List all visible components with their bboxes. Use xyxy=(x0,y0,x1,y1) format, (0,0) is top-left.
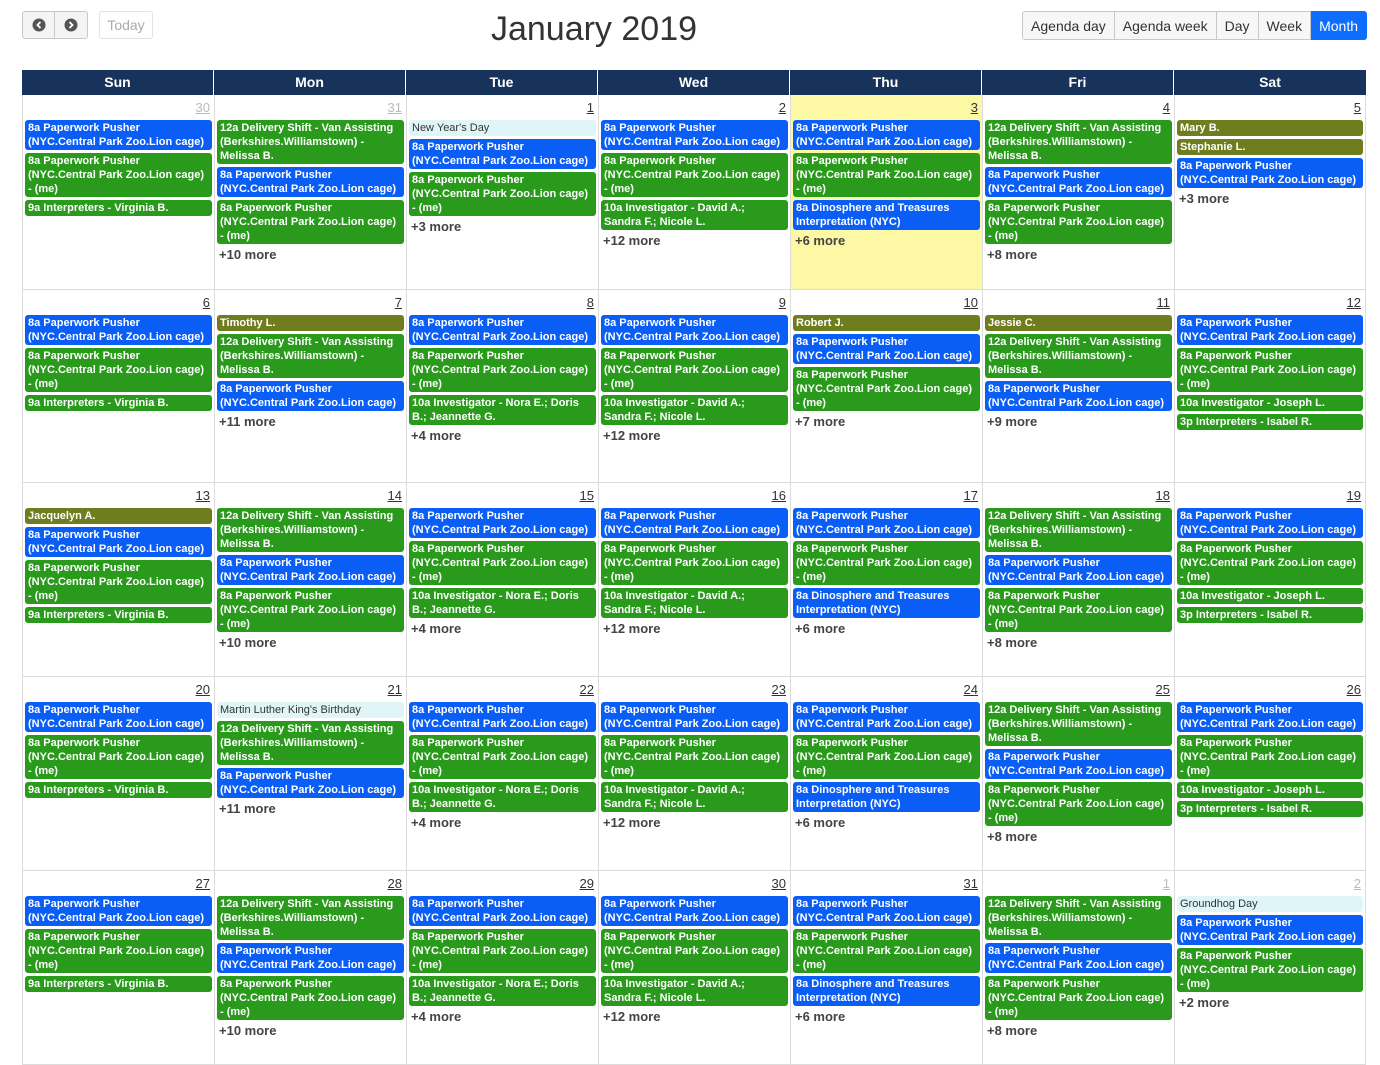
calendar-event[interactable]: 9a Interpreters - Virginia B. xyxy=(25,976,212,992)
weekday-header xyxy=(22,70,1366,95)
view-button-day[interactable]: Day xyxy=(1217,11,1259,40)
more-events-link[interactable]: +6 more xyxy=(795,233,846,248)
calendar-event[interactable]: 8a Paperwork Pusher (NYC.Central Park Zoo.Lion cage) xyxy=(1177,315,1363,345)
day-number-link[interactable]: 11 xyxy=(1156,295,1170,310)
day-number-link[interactable]: 22 xyxy=(579,682,594,697)
calendar-event[interactable]: 8a Paperwork Pusher (NYC.Central Park Zoo.Lion cage) xyxy=(793,334,980,364)
day-cell[interactable] xyxy=(790,290,982,482)
view-switcher xyxy=(1022,11,1367,40)
more-events-link[interactable]: +8 more xyxy=(987,247,1038,262)
more-events-link[interactable]: +4 more xyxy=(411,428,462,443)
month-grid xyxy=(22,70,1366,1065)
calendar-event[interactable]: 8a Paperwork Pusher (NYC.Central Park Zoo.Lion cage) - (me) xyxy=(793,367,980,411)
calendar-event[interactable]: 8a Paperwork Pusher (NYC.Central Park Zoo.Lion cage) - (me) xyxy=(793,929,980,973)
day-cell[interactable] xyxy=(790,677,982,870)
calendar-event[interactable]: 8a Paperwork Pusher (NYC.Central Park Zoo.Lion cage) xyxy=(793,508,980,538)
calendar-event[interactable]: 8a Paperwork Pusher (NYC.Central Park Zoo.Lion cage) - (me) xyxy=(25,560,212,604)
calendar-event[interactable]: 8a Paperwork Pusher (NYC.Central Park Zoo.Lion cage) xyxy=(409,139,596,169)
day-cell[interactable] xyxy=(598,677,790,870)
calendar-event[interactable]: 8a Paperwork Pusher (NYC.Central Park Zoo.Lion cage) - (me) xyxy=(1177,348,1363,392)
calendar-event[interactable]: 8a Paperwork Pusher (NYC.Central Park Zoo.Lion cage) xyxy=(217,943,404,973)
calendar-title: January 2019 xyxy=(490,10,698,48)
calendar-event[interactable]: 8a Paperwork Pusher (NYC.Central Park Zoo.Lion cage) xyxy=(985,167,1172,197)
more-events-link[interactable]: +8 more xyxy=(987,1023,1038,1038)
calendar-event[interactable]: 8a Dinosphere and Treasures Interpretation (NYC) xyxy=(793,588,980,618)
calendar-event[interactable]: 8a Paperwork Pusher (NYC.Central Park Zoo.Lion cage) - (me) xyxy=(409,172,596,216)
calendar-event[interactable]: 8a Paperwork Pusher (NYC.Central Park Zoo.Lion cage) xyxy=(985,555,1172,585)
day-number-link[interactable]: 9 xyxy=(778,295,786,310)
more-events-link[interactable]: +12 more xyxy=(603,815,661,830)
day-cell[interactable] xyxy=(982,871,1174,1064)
day-cell[interactable] xyxy=(982,290,1174,482)
calendar-event[interactable]: 8a Paperwork Pusher (NYC.Central Park Zoo.Lion cage) xyxy=(793,702,980,732)
more-events-link[interactable]: +2 more xyxy=(1179,995,1230,1010)
day-cell[interactable] xyxy=(982,483,1174,676)
calendar-event[interactable]: 8a Paperwork Pusher (NYC.Central Park Zoo.Lion cage) - (me) xyxy=(217,588,404,632)
calendar-event[interactable]: 8a Paperwork Pusher (NYC.Central Park Zoo.Lion cage) xyxy=(25,896,212,926)
weekday-thu: Thu xyxy=(790,70,982,95)
week-row xyxy=(22,483,1366,677)
more-events-link[interactable]: +6 more xyxy=(795,1009,846,1024)
day-cell[interactable] xyxy=(598,483,790,676)
day-cell[interactable] xyxy=(1174,290,1366,482)
day-number-link[interactable]: 17 xyxy=(963,488,978,503)
day-cell[interactable] xyxy=(214,95,406,289)
calendar-event[interactable]: 8a Paperwork Pusher (NYC.Central Park Zoo.Lion cage) - (me) xyxy=(793,541,980,585)
more-events-link[interactable]: +9 more xyxy=(987,414,1038,429)
calendar-event[interactable]: 8a Paperwork Pusher (NYC.Central Park Zoo.Lion cage) xyxy=(601,702,788,732)
calendar-event[interactable]: 8a Paperwork Pusher (NYC.Central Park Zoo.Lion cage) - (me) xyxy=(601,348,788,392)
more-events-link[interactable]: +12 more xyxy=(603,428,661,443)
day-number-link[interactable]: 31 xyxy=(963,876,978,891)
calendar-event[interactable]: 8a Paperwork Pusher (NYC.Central Park Zoo.Lion cage) xyxy=(601,315,788,345)
day-cell[interactable] xyxy=(598,95,790,289)
day-number-link[interactable]: 12 xyxy=(1346,295,1361,310)
calendar-event[interactable]: 8a Paperwork Pusher (NYC.Central Park Zoo.Lion cage) - (me) xyxy=(409,348,596,392)
weekday-fri: Fri xyxy=(982,70,1174,95)
holiday-event[interactable]: Martin Luther King's Birthday xyxy=(217,702,404,718)
holiday-event[interactable]: Groundhog Day xyxy=(1177,896,1363,912)
day-cell[interactable] xyxy=(1174,677,1366,870)
calendar-event[interactable]: 8a Paperwork Pusher (NYC.Central Park Zoo.Lion cage) xyxy=(793,120,980,150)
day-number-link[interactable]: 16 xyxy=(771,488,786,503)
calendar-event[interactable]: 8a Paperwork Pusher (NYC.Central Park Zoo.Lion cage) xyxy=(25,527,212,557)
view-button-month[interactable]: Month xyxy=(1311,11,1367,40)
calendar-event[interactable]: 8a Paperwork Pusher (NYC.Central Park Zoo.Lion cage) - (me) xyxy=(25,348,212,392)
view-button-agenda-week[interactable]: Agenda week xyxy=(1115,11,1217,40)
calendar-event[interactable]: 8a Paperwork Pusher (NYC.Central Park Zoo.Lion cage) - (me) xyxy=(985,782,1172,826)
day-cell[interactable] xyxy=(22,483,214,676)
calendar-event[interactable]: 8a Paperwork Pusher (NYC.Central Park Zoo.Lion cage) xyxy=(409,896,596,926)
day-number-link[interactable]: 19 xyxy=(1346,488,1361,503)
day-cell[interactable] xyxy=(214,677,406,870)
day-cell[interactable] xyxy=(1174,95,1366,289)
weekday-tue: Tue xyxy=(406,70,598,95)
day-number-link[interactable]: 13 xyxy=(195,488,210,503)
calendar-event[interactable]: Jessie C. xyxy=(985,315,1172,331)
calendar-event[interactable]: 10a Investigator - Nora E.; Doris B.; Jeannette G. xyxy=(409,782,596,812)
more-events-link[interactable]: +12 more xyxy=(603,1009,661,1024)
calendar-event[interactable]: 10a Investigator - Nora E.; Doris B.; Jeannette G. xyxy=(409,976,596,1006)
calendar-event[interactable]: 8a Paperwork Pusher (NYC.Central Park Zoo.Lion cage) - (me) xyxy=(25,153,212,197)
more-events-link[interactable]: +4 more xyxy=(411,1009,462,1024)
calendar-event[interactable]: 8a Paperwork Pusher (NYC.Central Park Zoo.Lion cage) xyxy=(1177,915,1363,945)
calendar-event[interactable]: 8a Paperwork Pusher (NYC.Central Park Zoo.Lion cage) - (me) xyxy=(793,735,980,779)
calendar-event[interactable]: 8a Paperwork Pusher (NYC.Central Park Zoo.Lion cage) xyxy=(1177,702,1363,732)
day-number-link[interactable]: 4 xyxy=(1162,100,1170,115)
day-number-link[interactable]: 15 xyxy=(579,488,594,503)
day-number-link[interactable]: 1 xyxy=(1162,876,1170,891)
calendar-event[interactable]: 12a Delivery Shift - Van Assisting (Berkshires.Williamstown) - Melissa B. xyxy=(985,702,1172,746)
day-cell[interactable] xyxy=(214,871,406,1064)
day-cell[interactable] xyxy=(1174,483,1366,676)
calendar-event[interactable]: 8a Paperwork Pusher (NYC.Central Park Zoo.Lion cage) xyxy=(1177,158,1363,188)
view-button-agenda-day[interactable]: Agenda day xyxy=(1022,11,1115,40)
day-cell[interactable] xyxy=(22,95,214,289)
calendar-event[interactable]: 8a Paperwork Pusher (NYC.Central Park Zoo.Lion cage) - (me) xyxy=(985,976,1172,1020)
weekday-mon: Mon xyxy=(214,70,406,95)
day-cell[interactable] xyxy=(406,871,598,1064)
calendar-event[interactable]: Jacquelyn A. xyxy=(25,508,212,524)
calendar-event[interactable]: 8a Paperwork Pusher (NYC.Central Park Zoo.Lion cage) xyxy=(217,167,404,197)
calendar-event[interactable]: 8a Paperwork Pusher (NYC.Central Park Zoo.Lion cage) xyxy=(217,555,404,585)
calendar-event[interactable]: 12a Delivery Shift - Van Assisting (Berkshires.Williamstown) - Melissa B. xyxy=(217,334,404,378)
calendar-event[interactable]: 12a Delivery Shift - Van Assisting (Berkshires.Williamstown) - Melissa B. xyxy=(217,896,404,940)
week-row xyxy=(22,871,1366,1065)
calendar-event[interactable]: 8a Paperwork Pusher (NYC.Central Park Zoo.Lion cage) xyxy=(25,702,212,732)
calendar-event[interactable]: 8a Paperwork Pusher (NYC.Central Park Zoo.Lion cage) - (me) xyxy=(1177,948,1363,992)
calendar-event[interactable]: 12a Delivery Shift - Van Assisting (Berkshires.Williamstown) - Melissa B. xyxy=(217,721,404,765)
calendar-event[interactable]: 8a Paperwork Pusher (NYC.Central Park Zoo.Lion cage) - (me) xyxy=(409,541,596,585)
calendar-event[interactable]: 10a Investigator - Nora E.; Doris B.; Jeannette G. xyxy=(409,395,596,425)
calendar-event[interactable]: 8a Paperwork Pusher (NYC.Central Park Zoo.Lion cage) - (me) xyxy=(409,929,596,973)
day-cell[interactable] xyxy=(406,483,598,676)
more-events-link[interactable]: +3 more xyxy=(1179,191,1230,206)
calendar-event[interactable]: 8a Dinosphere and Treasures Interpretation (NYC) xyxy=(793,782,980,812)
more-events-link[interactable]: +7 more xyxy=(795,414,846,429)
calendar-event[interactable]: 10a Investigator - David A.; Sandra F.; Nicole L. xyxy=(601,782,788,812)
day-number-link[interactable]: 6 xyxy=(202,295,210,310)
more-events-link[interactable]: +6 more xyxy=(795,815,846,830)
day-cell[interactable] xyxy=(1174,871,1366,1064)
calendar-event[interactable]: 12a Delivery Shift - Van Assisting (Berkshires.Williamstown) - Melissa B. xyxy=(985,508,1172,552)
day-number-link[interactable]: 10 xyxy=(963,295,978,310)
calendar-event[interactable]: 10a Investigator - Joseph L. xyxy=(1177,782,1363,798)
day-number-link[interactable]: 5 xyxy=(1353,100,1361,115)
week-row xyxy=(22,95,1366,290)
day-cell[interactable] xyxy=(214,483,406,676)
more-events-link[interactable]: +10 more xyxy=(219,1023,277,1038)
calendar-event[interactable]: 8a Paperwork Pusher (NYC.Central Park Zoo.Lion cage) - (me) xyxy=(793,153,980,197)
more-events-link[interactable]: +11 more xyxy=(219,801,276,816)
weekday-sat: Sat xyxy=(1259,74,1281,90)
calendar-event[interactable]: 10a Investigator - David A.; Sandra F.; Nicole L. xyxy=(601,976,788,1006)
calendar-event[interactable]: 8a Paperwork Pusher (NYC.Central Park Zoo.Lion cage) xyxy=(409,315,596,345)
calendar-event[interactable]: 3p Interpreters - Isabel R. xyxy=(1177,414,1363,430)
more-events-link[interactable]: +10 more xyxy=(219,247,277,262)
weekday-wed: Wed xyxy=(598,70,790,95)
calendar-event[interactable]: 12a Delivery Shift - Van Assisting (Berkshires.Williamstown) - Melissa B. xyxy=(985,896,1172,940)
day-cell-today[interactable] xyxy=(790,95,982,289)
day-cell[interactable] xyxy=(598,871,790,1064)
calendar-event[interactable]: Mary B. xyxy=(1177,120,1363,136)
calendar-event[interactable]: 8a Paperwork Pusher (NYC.Central Park Zoo.Lion cage) - (me) xyxy=(217,200,404,244)
more-events-link[interactable]: +10 more xyxy=(219,635,277,650)
calendar-event[interactable]: 10a Investigator - Joseph L. xyxy=(1177,395,1363,411)
day-number-link[interactable]: 27 xyxy=(195,876,210,891)
calendar-event[interactable]: 8a Paperwork Pusher (NYC.Central Park Zoo.Lion cage) xyxy=(25,120,212,150)
day-number-link[interactable]: 25 xyxy=(1155,682,1170,697)
calendar-event[interactable]: 8a Paperwork Pusher (NYC.Central Park Zoo.Lion cage) - (me) xyxy=(1177,735,1363,779)
day-number-link[interactable]: 30 xyxy=(771,876,786,891)
day-number-link[interactable]: 7 xyxy=(394,295,402,310)
more-events-link[interactable]: +12 more xyxy=(603,621,661,636)
calendar-event[interactable]: 8a Paperwork Pusher (NYC.Central Park Zoo.Lion cage) - (me) xyxy=(601,735,788,779)
calendar-event[interactable]: 10a Investigator - David A.; Sandra F.; Nicole L. xyxy=(601,588,788,618)
weekday-sun: Sun xyxy=(22,70,214,95)
day-cell[interactable] xyxy=(406,677,598,870)
day-number-link[interactable]: 20 xyxy=(195,682,210,697)
calendar-event[interactable]: 8a Paperwork Pusher (NYC.Central Park Zoo.Lion cage) xyxy=(601,896,788,926)
calendar-event[interactable]: 8a Paperwork Pusher (NYC.Central Park Zoo.Lion cage) xyxy=(409,508,596,538)
calendar-event[interactable]: 8a Paperwork Pusher (NYC.Central Park Zoo.Lion cage) - (me) xyxy=(601,153,788,197)
day-number-link[interactable]: 14 xyxy=(387,488,402,503)
calendar-event[interactable]: 8a Paperwork Pusher (NYC.Central Park Zoo.Lion cage) xyxy=(793,896,980,926)
calendar-event[interactable]: 8a Paperwork Pusher (NYC.Central Park Zoo.Lion cage) xyxy=(409,702,596,732)
calendar-event[interactable]: 8a Paperwork Pusher (NYC.Central Park Zoo.Lion cage) xyxy=(25,315,212,345)
more-events-link[interactable]: +8 more xyxy=(987,635,1038,650)
calendar-event[interactable]: 9a Interpreters - Virginia B. xyxy=(25,782,212,798)
day-number-link[interactable]: 1 xyxy=(586,100,594,115)
weeks-container xyxy=(22,95,1366,1065)
calendar-event[interactable]: 10a Investigator - David A.; Sandra F.; Nicole L. xyxy=(601,200,788,230)
calendar-event[interactable]: 3p Interpreters - Isabel R. xyxy=(1177,607,1363,623)
holiday-event[interactable]: New Year's Day xyxy=(409,120,596,136)
day-number-link[interactable]: 8 xyxy=(586,295,594,310)
calendar-event[interactable]: 8a Dinosphere and Treasures Interpretation (NYC) xyxy=(793,976,980,1006)
day-cell[interactable] xyxy=(214,290,406,482)
calendar-event[interactable]: 8a Paperwork Pusher (NYC.Central Park Zoo.Lion cage) xyxy=(217,768,404,798)
calendar-event[interactable]: Robert J. xyxy=(793,315,980,331)
day-number-link[interactable]: 2 xyxy=(778,100,786,115)
day-cell[interactable] xyxy=(406,290,598,482)
more-events-link[interactable]: +3 more xyxy=(411,219,462,234)
day-cell[interactable] xyxy=(790,871,982,1064)
day-cell[interactable] xyxy=(982,677,1174,870)
calendar-event[interactable]: 12a Delivery Shift - Van Assisting (Berkshires.Williamstown) - Melissa B. xyxy=(985,334,1172,378)
calendar-event[interactable]: 12a Delivery Shift - Van Assisting (Berkshires.Williamstown) - Melissa B. xyxy=(217,508,404,552)
day-cell[interactable] xyxy=(22,871,214,1064)
view-button-week[interactable]: Week xyxy=(1259,11,1312,40)
calendar-event[interactable]: 8a Paperwork Pusher (NYC.Central Park Zoo.Lion cage) - (me) xyxy=(601,541,788,585)
calendar-event[interactable]: 8a Paperwork Pusher (NYC.Central Park Zoo.Lion cage) xyxy=(985,381,1172,411)
day-cell[interactable] xyxy=(406,95,598,289)
calendar-event[interactable]: Timothy L. xyxy=(217,315,404,331)
calendar-event[interactable]: 8a Paperwork Pusher (NYC.Central Park Zoo.Lion cage) xyxy=(217,381,404,411)
day-number-link[interactable]: 28 xyxy=(387,876,402,891)
today-button[interactable]: Today xyxy=(99,11,153,39)
day-number-link[interactable]: 24 xyxy=(963,682,978,697)
day-number-link[interactable]: 2 xyxy=(1353,876,1361,891)
calendar-event[interactable]: 9a Interpreters - Virginia B. xyxy=(25,607,212,623)
calendar-event[interactable]: 8a Paperwork Pusher (NYC.Central Park Zoo.Lion cage) xyxy=(985,943,1172,973)
calendar-event[interactable]: 8a Paperwork Pusher (NYC.Central Park Zoo.Lion cage) xyxy=(601,120,788,150)
day-number-link[interactable]: 31 xyxy=(387,100,402,115)
more-events-link[interactable]: +12 more xyxy=(603,233,661,248)
calendar-event[interactable]: 10a Investigator - Joseph L. xyxy=(1177,588,1363,604)
calendar-event[interactable]: 8a Paperwork Pusher (NYC.Central Park Zoo.Lion cage) - (me) xyxy=(985,200,1172,244)
day-number-link[interactable]: 23 xyxy=(771,682,786,697)
week-row xyxy=(22,677,1366,871)
day-number-link[interactable]: 18 xyxy=(1155,488,1170,503)
day-cell[interactable] xyxy=(982,95,1174,289)
calendar-event[interactable]: 8a Paperwork Pusher (NYC.Central Park Zoo.Lion cage) xyxy=(985,749,1172,779)
calendar-event[interactable]: 10a Investigator - David A.; Sandra F.; Nicole L. xyxy=(601,395,788,425)
day-number-link[interactable]: 26 xyxy=(1346,682,1361,697)
calendar-event[interactable]: 10a Investigator - Nora E.; Doris B.; Jeannette G. xyxy=(409,588,596,618)
more-events-link[interactable]: +4 more xyxy=(411,621,462,636)
more-events-link[interactable]: +11 more xyxy=(219,414,276,429)
day-cell[interactable] xyxy=(790,483,982,676)
calendar-toolbar xyxy=(0,0,1380,70)
day-number-link[interactable]: 21 xyxy=(387,682,402,697)
calendar-event[interactable]: 9a Interpreters - Virginia B. xyxy=(25,395,212,411)
calendar-event[interactable]: 8a Paperwork Pusher (NYC.Central Park Zoo.Lion cage) - (me) xyxy=(25,929,212,973)
more-events-link[interactable]: +8 more xyxy=(987,829,1038,844)
calendar-event[interactable]: 8a Paperwork Pusher (NYC.Central Park Zoo.Lion cage) - (me) xyxy=(985,588,1172,632)
week-row xyxy=(22,290,1366,483)
day-number-link[interactable]: 3 xyxy=(970,100,978,115)
calendar-event[interactable]: 8a Paperwork Pusher (NYC.Central Park Zoo.Lion cage) xyxy=(601,508,788,538)
calendar-event[interactable]: 12a Delivery Shift - Van Assisting (Berkshires.Williamstown) - Melissa B. xyxy=(985,120,1172,164)
calendar-event[interactable]: 8a Paperwork Pusher (NYC.Central Park Zoo.Lion cage) - (me) xyxy=(25,735,212,779)
calendar-event[interactable]: Stephanie L. xyxy=(1177,139,1363,155)
day-cell[interactable] xyxy=(22,677,214,870)
day-cell[interactable] xyxy=(598,290,790,482)
calendar-event[interactable]: 8a Paperwork Pusher (NYC.Central Park Zoo.Lion cage) - (me) xyxy=(217,976,404,1020)
day-number-link[interactable]: 30 xyxy=(195,100,210,115)
more-events-link[interactable]: +6 more xyxy=(795,621,846,636)
day-cell[interactable] xyxy=(22,290,214,482)
calendar-event[interactable]: 3p Interpreters - Isabel R. xyxy=(1177,801,1363,817)
calendar-event[interactable]: 8a Paperwork Pusher (NYC.Central Park Zoo.Lion cage) - (me) xyxy=(409,735,596,779)
more-events-link[interactable]: +4 more xyxy=(411,815,462,830)
calendar-event[interactable]: 8a Paperwork Pusher (NYC.Central Park Zoo.Lion cage) - (me) xyxy=(601,929,788,973)
day-number-link[interactable]: 29 xyxy=(579,876,594,891)
calendar-event[interactable]: 8a Paperwork Pusher (NYC.Central Park Zoo.Lion cage) - (me) xyxy=(1177,541,1363,585)
calendar-event[interactable]: 9a Interpreters - Virginia B. xyxy=(25,200,212,216)
calendar-event[interactable]: 8a Paperwork Pusher (NYC.Central Park Zoo.Lion cage) xyxy=(1177,508,1363,538)
calendar-event[interactable]: 8a Dinosphere and Treasures Interpretation (NYC) xyxy=(793,200,980,230)
calendar-event[interactable]: 12a Delivery Shift - Van Assisting (Berkshires.Williamstown) - Melissa B. xyxy=(217,120,404,164)
